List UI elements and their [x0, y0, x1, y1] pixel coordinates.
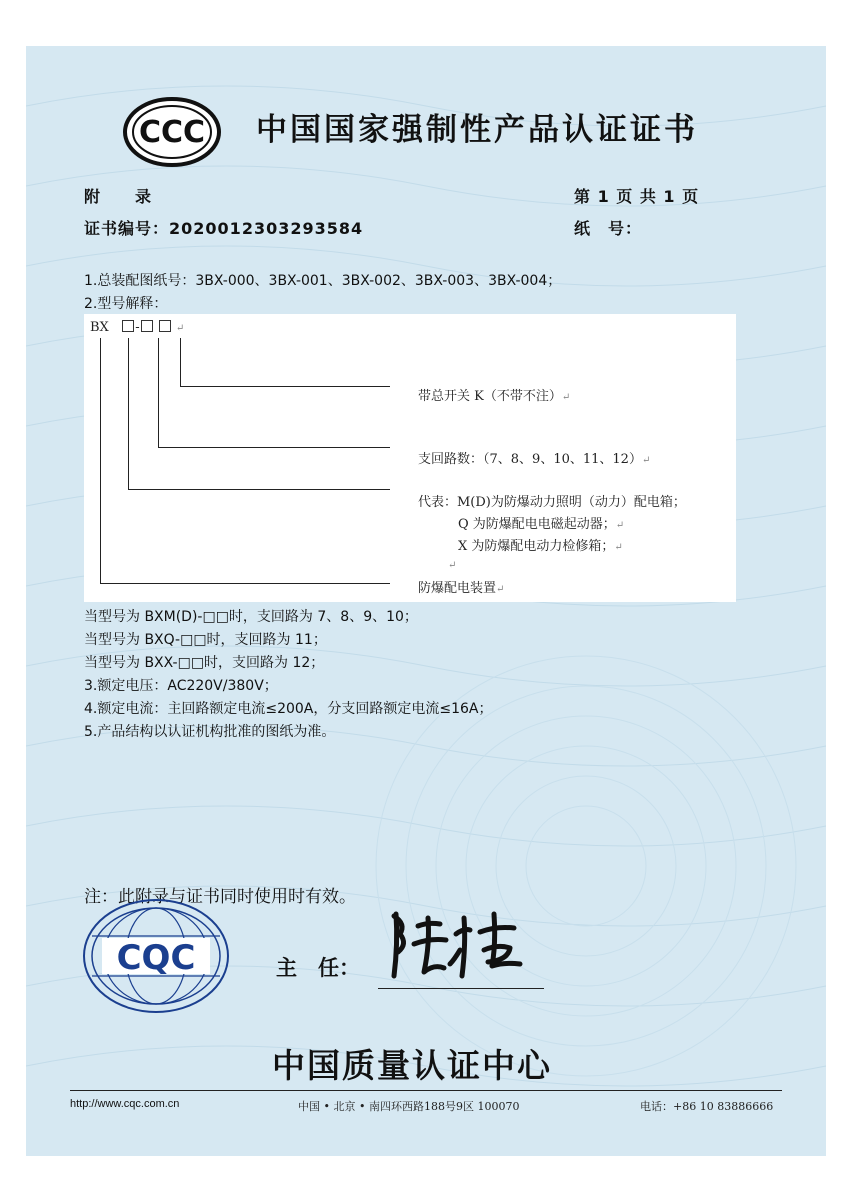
svg-text:CQC: CQC — [116, 938, 196, 978]
paragraph-mark: ↵ — [641, 455, 651, 466]
cqc-logo — [80, 896, 232, 1016]
item-rated-current: 4.额定电流：主回路额定电流≤200A，分支回路额定电流≤16A； — [84, 701, 493, 717]
line-h-code — [128, 489, 390, 490]
label-main-switch — [418, 385, 570, 404]
line-v-code — [128, 338, 129, 490]
paragraph-mark: ↵ — [615, 520, 625, 531]
line-v-device — [100, 338, 101, 584]
label-device — [418, 577, 504, 596]
model-box-code — [122, 320, 134, 332]
note-bxq: 当型号为 BXQ-□□时，支回路为 11； — [84, 632, 327, 648]
line-h-k — [180, 386, 390, 387]
ccc-logo — [122, 96, 222, 168]
cert-no-label: 证书编号： — [84, 219, 170, 238]
certificate-number — [84, 216, 363, 239]
empty-paragraph — [448, 557, 456, 572]
signature-line — [378, 988, 544, 989]
model-separator: - — [135, 320, 140, 335]
model-box-k — [159, 320, 171, 332]
label-branch-count — [418, 448, 650, 467]
website-link[interactable]: http://www.cqc.com.cn — [70, 1098, 180, 1110]
paragraph-mark: ↵ — [561, 392, 571, 403]
footer-divider — [70, 1090, 782, 1091]
appendix-label: 附 录 — [84, 187, 153, 206]
line-h-device — [100, 583, 390, 584]
line-v-k — [180, 338, 181, 386]
paper-number-label: 纸 号： — [574, 219, 643, 238]
validity-note: 注：此附录与证书同时使用时有效。 — [84, 887, 356, 907]
model-code — [90, 320, 184, 335]
item-structure: 5.产品结构以认证机构批准的图纸为准。 — [84, 724, 336, 740]
model-box-branch — [141, 320, 153, 332]
label-code-x — [458, 535, 623, 554]
director-signature — [384, 904, 534, 984]
director-label: 主 任： — [276, 956, 360, 980]
label-code-m: 代表：M(D)为防爆动力照明（动力）配电箱； — [418, 495, 686, 510]
paragraph-mark: ↵ — [496, 584, 505, 595]
item-drawing-numbers: 1.总装配图纸号：3BX-000、3BX-001、3BX-002、3BX-003、3BX-004； — [84, 273, 562, 289]
address: 中国 • 北京 • 南四环西路188号9区 100070 — [298, 1100, 520, 1113]
organization-name: 中国质量认证中心 — [272, 1046, 552, 1085]
paragraph-mark: ↵ — [614, 542, 623, 553]
paragraph-mark: ↵ — [448, 560, 457, 571]
svg-text:CCC: CCC — [138, 115, 206, 150]
line-v-branch — [158, 338, 159, 448]
cert-no-value: 2020012303293584 — [169, 219, 364, 238]
note-bxx: 当型号为 BXX-□□时，支回路为 12； — [84, 655, 325, 671]
paragraph-mark: ↵ — [175, 323, 185, 334]
item-model-explanation: 2.型号解释： — [84, 296, 168, 312]
model-diagram — [84, 314, 736, 602]
label-code-q-text: Q 为防爆配电电磁起动器； — [458, 517, 616, 532]
note-bxm: 当型号为 BXM(D)-□□时，支回路为 7、8、9、10； — [84, 609, 418, 625]
label-main-switch-text: 带总开关 K（不带不注） — [418, 389, 562, 404]
label-branch-count-text: 支回路数：（7、8、9、10、11、12） — [418, 452, 642, 467]
model-prefix: BX — [90, 320, 109, 335]
label-code-x-text: X 为防爆配电动力检修箱； — [458, 539, 615, 554]
label-device-text: 防爆配电装置 — [418, 581, 497, 596]
page-info: 第 1 页 共 1 页 — [574, 187, 700, 206]
item-rated-voltage: 3.额定电压：AC220V/380V； — [84, 678, 278, 694]
phone: 电话：+86 10 83886666 — [640, 1100, 774, 1113]
certificate-title: 中国国家强制性产品认证证书 — [256, 112, 698, 148]
line-h-branch — [158, 447, 390, 448]
label-code-q — [458, 513, 624, 532]
